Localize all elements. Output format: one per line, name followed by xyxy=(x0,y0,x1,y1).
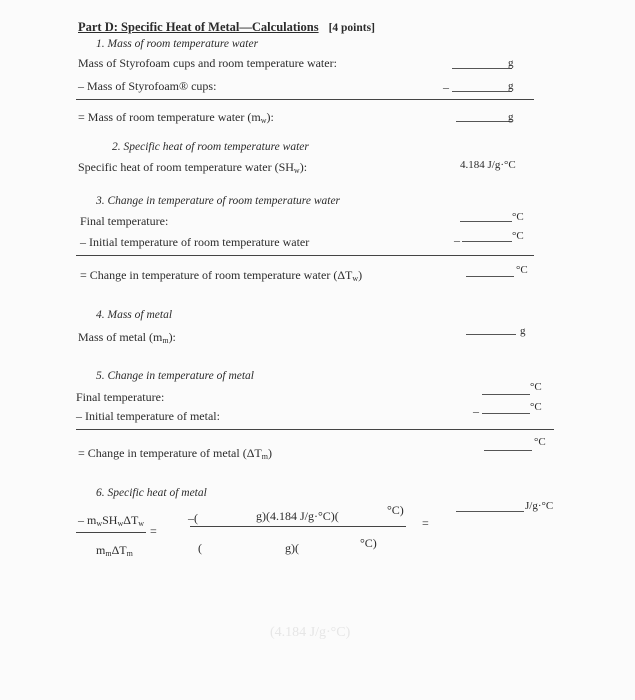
s2-value: 4.184 J/g·°C xyxy=(460,159,516,171)
s1-unit-3: g xyxy=(508,111,514,123)
s3-change-blank[interactable] xyxy=(466,276,514,277)
s3-final-blank[interactable] xyxy=(460,221,512,222)
s5-minus-sign: – xyxy=(473,404,479,418)
s5-final-label: Final temperature: xyxy=(76,390,165,404)
s5-change-label: = Change in temperature of metal $(\Delta T_m)$ xyxy=(78,446,272,461)
s3-final-label: Final temperature: xyxy=(80,214,169,228)
s5-unit-3: °C xyxy=(534,436,546,448)
s1-water-label: = Mass of room temperature water $(m_w)$: xyxy=(78,110,274,125)
s1-subtract-rule xyxy=(76,99,534,100)
s6-sub-open-paren: –( xyxy=(188,511,198,525)
s6-sub-den-mid: g)( xyxy=(285,541,299,555)
s6-formula-numerator: – $m_wSH_w\Delta T_w$ xyxy=(78,513,145,528)
s4-heading: 4. Mass of metal xyxy=(96,309,173,321)
s4-unit: g xyxy=(520,325,526,337)
s5-subtract-rule xyxy=(76,429,554,430)
s1-cups-blank[interactable] xyxy=(452,91,512,92)
s6-sub-numerator-mid: g)(4.184 J/g·°C)( xyxy=(256,509,339,523)
s6-equals-1: = xyxy=(150,524,157,538)
s1-minus-sign: – xyxy=(443,80,449,94)
s3-unit-1: °C xyxy=(512,211,524,223)
s1-unit-1: g xyxy=(508,57,514,69)
s1-unit-2: g xyxy=(508,80,514,92)
s6-formula-denominator: $m_m\Delta T_m$ xyxy=(96,543,133,558)
s6-formula-fraction-bar xyxy=(76,532,146,533)
s3-minus-sign: – xyxy=(454,233,460,247)
s3-unit-3: °C xyxy=(516,264,528,276)
s3-heading: 3. Change in temperature of room temperature water xyxy=(96,195,341,207)
section-title: Part D: Specific Heat of Metal—Calculations [4 points] xyxy=(78,20,375,34)
bleed-through-text: (4.184 J/g·°C) xyxy=(270,625,351,640)
s6-heading: 6. Specific heat of metal xyxy=(96,487,207,499)
s6-answer-blank[interactable] xyxy=(456,511,524,512)
s5-unit-2: °C xyxy=(530,401,542,413)
s5-initial-blank[interactable] xyxy=(482,413,530,414)
s6-sub-den-open: ( xyxy=(198,541,202,555)
s1-cups-label: – Mass of Styrofoam® cups: xyxy=(78,79,217,93)
s5-change-blank[interactable] xyxy=(484,450,532,451)
s2-heading: 2. Specific heat of room temperature water xyxy=(112,141,309,153)
s5-initial-label: – Initial temperature of metal: xyxy=(76,409,220,423)
s3-initial-label: – Initial temperature of room temperature water xyxy=(80,235,310,249)
s1-cups-water-label: Mass of Styrofoam cups and room temperature water: xyxy=(78,56,337,70)
s3-unit-2: °C xyxy=(512,230,524,242)
s6-sub-den-end: °C) xyxy=(360,536,377,550)
s4-blank[interactable] xyxy=(466,334,516,335)
s3-change-label: = Change in temperature of room temperature water $(\Delta T_w)$ xyxy=(80,268,363,283)
s1-water-blank[interactable] xyxy=(456,121,512,122)
s6-unit: J/g·°C xyxy=(525,500,554,512)
s4-label: Mass of metal $(m_m)$: xyxy=(78,330,176,345)
s6-sub-numerator-end: °C) xyxy=(387,503,404,517)
s2-label: Specific heat of room temperature water $(SH_w)$: xyxy=(78,160,308,175)
s1-cups-water-blank[interactable] xyxy=(452,68,512,69)
s3-initial-blank[interactable] xyxy=(462,241,512,242)
s5-final-blank[interactable] xyxy=(482,394,530,395)
s5-unit-1: °C xyxy=(530,381,542,393)
s5-heading: 5. Change in temperature of metal xyxy=(96,370,254,382)
s6-sub-fraction-bar xyxy=(190,526,406,527)
s3-subtract-rule xyxy=(76,255,534,256)
s6-equals-2: = xyxy=(422,516,429,530)
s1-heading: 1. Mass of room temperature water xyxy=(96,38,259,50)
